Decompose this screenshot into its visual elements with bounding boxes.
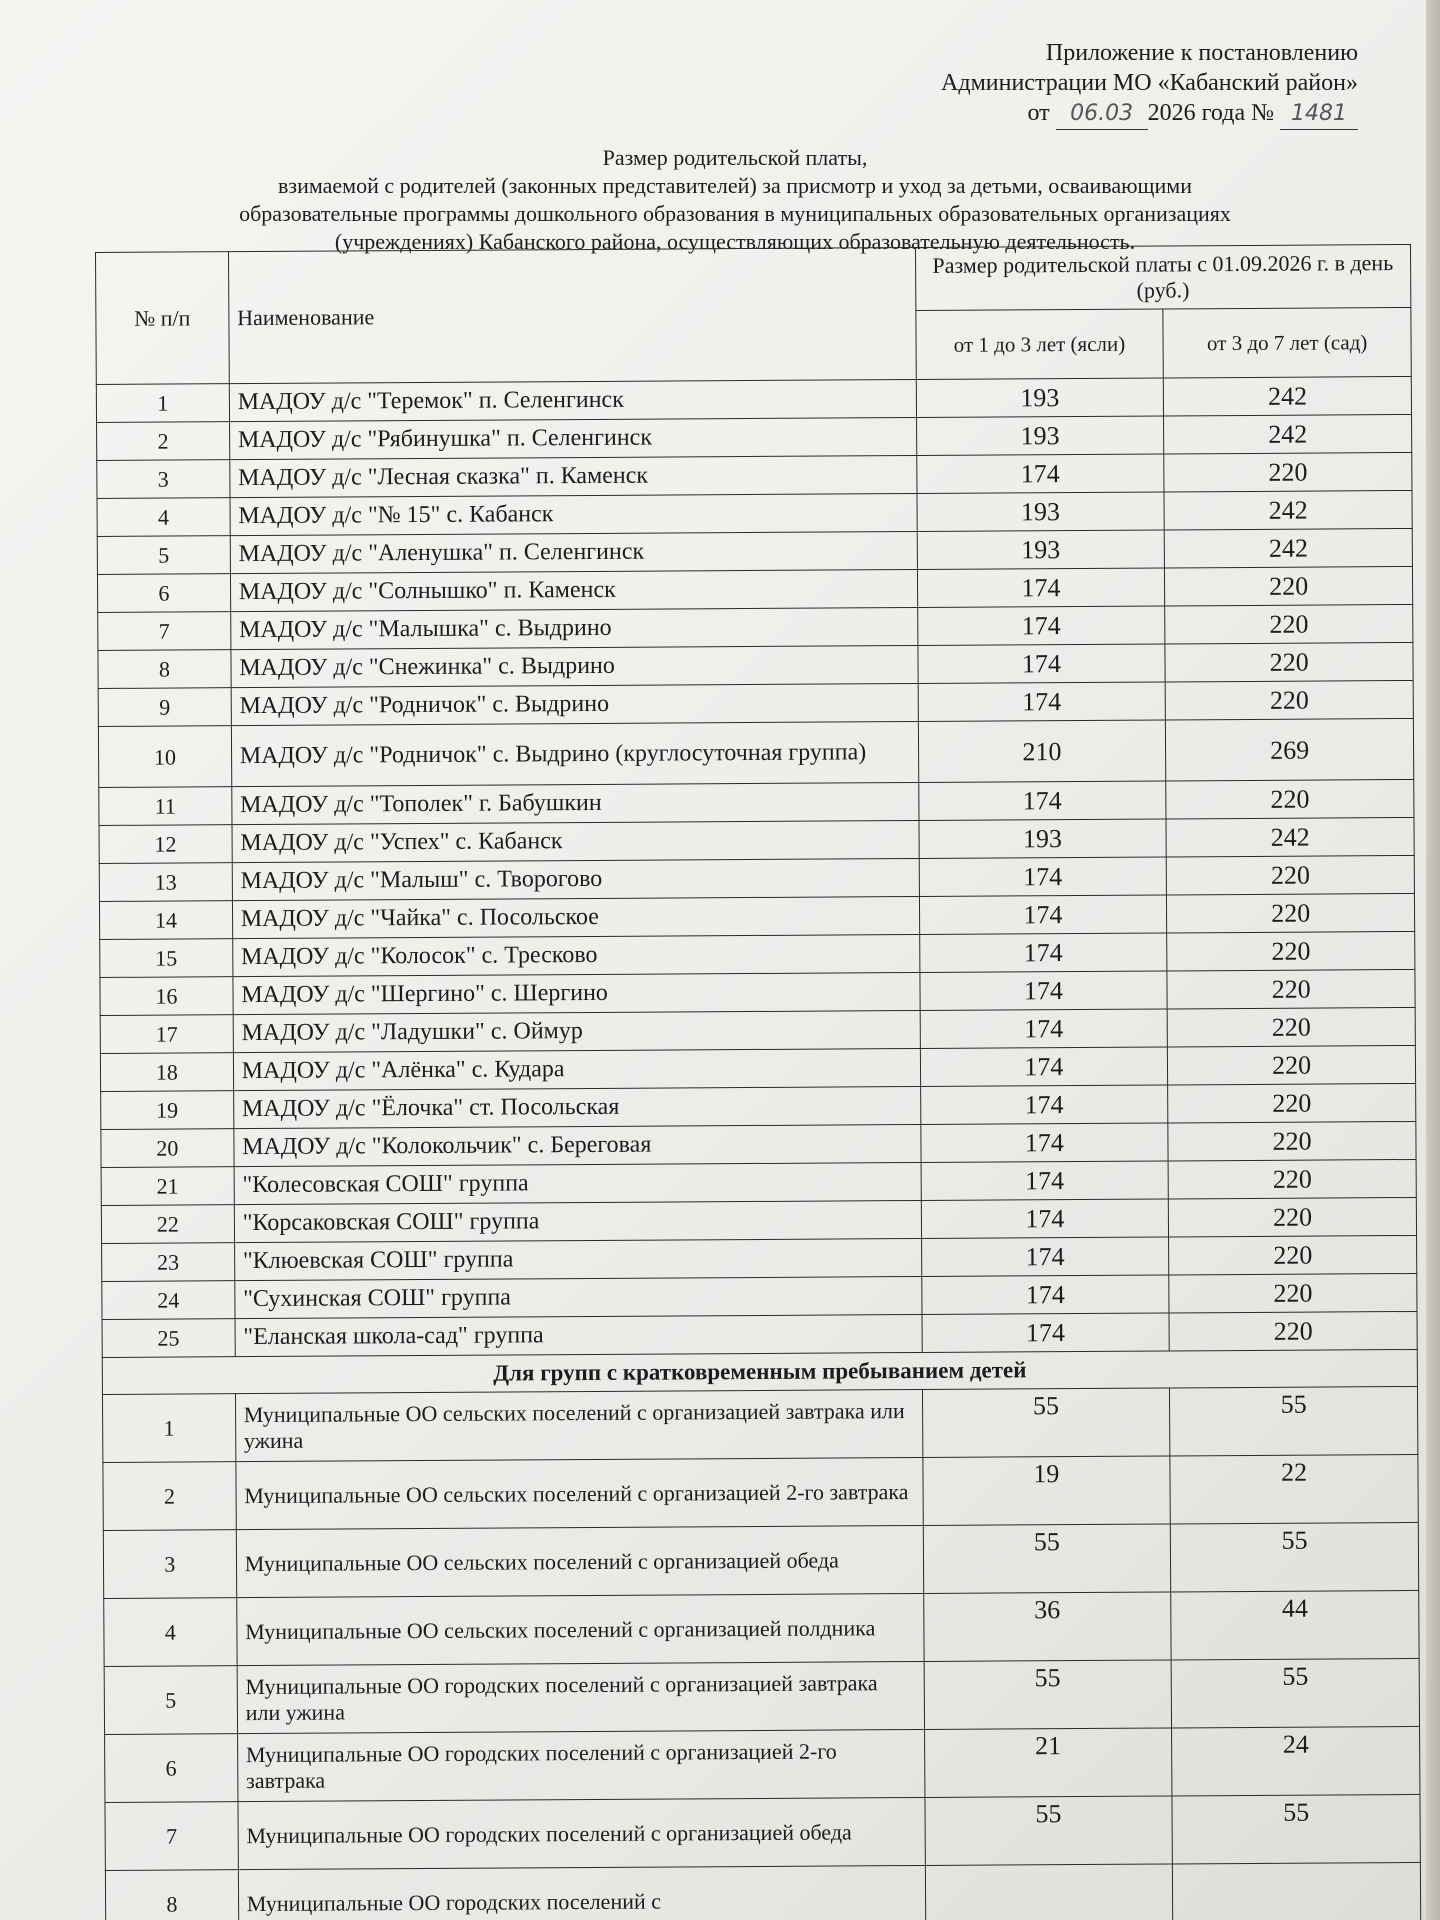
row-fee-nursery: 174 <box>920 1085 1168 1125</box>
fees-table <box>95 244 1421 1920</box>
row-name: Муниципальные ОО городских поселений с организацией 2-го завтрака <box>237 1729 924 1801</box>
row-name: "Клюевская СОШ" группа <box>234 1238 921 1280</box>
row-fee-nursery: 174 <box>916 454 1164 494</box>
row-fee-nursery: 193 <box>919 819 1167 859</box>
row-name: Муниципальные ОО сельских поселений с организацией 2-го завтрака <box>236 1457 923 1529</box>
row-fee-garden: 220 <box>1168 1083 1416 1123</box>
row-fee-garden: 269 <box>1166 718 1414 781</box>
row-number: 21 <box>101 1167 234 1206</box>
row-fee-nursery <box>925 1864 1173 1920</box>
row-fee-nursery: 174 <box>921 1237 1169 1277</box>
row-fee-nursery: 36 <box>923 1592 1171 1662</box>
row-number: 22 <box>101 1205 234 1244</box>
row-fee-garden: 220 <box>1169 1235 1417 1275</box>
short-stay-row <box>105 1862 1420 1920</box>
short-stay-row <box>102 1386 1417 1462</box>
row-fee-garden: 242 <box>1164 528 1412 568</box>
row-number: 19 <box>101 1091 234 1130</box>
row-fee-nursery: 174 <box>917 568 1165 608</box>
row-fee-garden: 220 <box>1165 680 1413 720</box>
row-name: МАДОУ д/с "Рябинушка" п. Селенгинск <box>229 417 916 459</box>
row-name: Муниципальные ОО сельских поселений с организацией полдника <box>236 1593 923 1665</box>
row-fee-garden: 55 <box>1171 1522 1419 1592</box>
row-number: 6 <box>97 574 230 613</box>
row-name: МАДОУ д/с "Теремок" п. Селенгинск <box>229 379 916 421</box>
row-fee-nursery: 174 <box>919 971 1167 1011</box>
row-number: 12 <box>99 825 232 864</box>
row-fee-nursery: 55 <box>924 1796 1172 1866</box>
row-name: Муниципальные ОО городских поселений с <box>238 1865 925 1920</box>
row-name: МАДОУ д/с "Малышка" с. Выдрино <box>230 607 917 649</box>
table-row <box>98 718 1413 787</box>
row-fee-garden: 242 <box>1166 817 1414 857</box>
row-fee-garden: 44 <box>1171 1590 1419 1660</box>
row-number: 5 <box>97 536 230 575</box>
row-number: 6 <box>105 1734 238 1803</box>
row-name: МАДОУ д/с "Солнышко" п. Каменск <box>230 569 917 611</box>
title-line-4: (учреждениях) Кабанского района, осуществляющих образовательную деятельность. <box>334 229 1136 254</box>
row-fee-nursery: 174 <box>918 781 1166 821</box>
row-number: 8 <box>98 650 231 689</box>
row-fee-nursery: 193 <box>916 416 1164 456</box>
row-fee-garden: 220 <box>1167 931 1415 971</box>
row-number: 1 <box>102 1394 235 1463</box>
row-number: 13 <box>99 863 232 902</box>
header-line-1: Приложение к постановлению <box>1045 40 1358 66</box>
row-fee-nursery: 174 <box>917 606 1165 646</box>
header-num: № п/п <box>96 252 230 385</box>
row-name: МАДОУ д/с "Колосок" с. Тресково <box>232 934 919 976</box>
row-name: Муниципальные ОО сельских поселений с организацией завтрака или ужина <box>235 1389 922 1461</box>
row-fee-garden: 220 <box>1169 1311 1417 1351</box>
row-fee-garden: 55 <box>1172 1794 1420 1864</box>
row-name: "Еланская школа-сад" группа <box>235 1314 922 1356</box>
header-from-prefix: от <box>1027 100 1050 126</box>
row-number: 5 <box>104 1666 237 1735</box>
row-fee-nursery: 193 <box>917 492 1165 532</box>
row-number: 23 <box>102 1243 235 1282</box>
short-stay-row <box>104 1658 1419 1734</box>
row-name: МАДОУ д/с "Колокольчик" с. Береговая <box>234 1124 921 1166</box>
row-number: 25 <box>102 1319 235 1358</box>
row-number: 18 <box>100 1053 233 1092</box>
row-number: 15 <box>100 939 233 978</box>
row-fee-garden: 242 <box>1164 376 1412 416</box>
row-number: 3 <box>97 460 230 499</box>
header-line-3 <box>941 98 1358 130</box>
row-fee-garden: 220 <box>1167 969 1415 1009</box>
row-fee-garden <box>1173 1862 1421 1920</box>
row-number: 24 <box>102 1281 235 1320</box>
row-fee-garden: 220 <box>1167 1007 1415 1047</box>
page-edge-shadow <box>1426 0 1440 1920</box>
header-garden: от 3 до 7 лет (сад) <box>1163 307 1411 378</box>
short-stay-row <box>103 1454 1418 1530</box>
row-name: МАДОУ д/с "Ёлочка" ст. Посольская <box>233 1086 920 1128</box>
row-number: 11 <box>99 787 232 826</box>
row-name: МАДОУ д/с "Родничок" с. Выдрино <box>231 683 918 725</box>
title-line-2: взимаемой с родителей (законных представителей) за присмотр и уход за детьми, осваивающими <box>278 173 1192 198</box>
table-body <box>96 376 1420 1920</box>
row-fee-nursery: 55 <box>923 1524 1171 1594</box>
row-name: МАДОУ д/с "Лесная сказка" п. Каменск <box>230 455 917 497</box>
row-fee-garden: 220 <box>1168 1045 1416 1085</box>
row-number: 9 <box>98 688 231 727</box>
row-number: 3 <box>103 1530 236 1599</box>
short-stay-row <box>103 1522 1418 1598</box>
row-name: МАДОУ д/с "Тополек" г. Бабушкин <box>232 782 919 824</box>
row-fee-garden: 220 <box>1169 1197 1417 1237</box>
row-fee-nursery: 174 <box>919 933 1167 973</box>
table-header-row <box>96 244 1411 315</box>
row-fee-nursery: 193 <box>917 530 1165 570</box>
row-fee-garden: 220 <box>1165 604 1413 644</box>
header-fee: Размер родительской платы с 01.09.2026 г. в день (руб.) <box>915 244 1411 310</box>
row-fee-nursery: 210 <box>918 720 1166 783</box>
row-name: МАДОУ д/с "Снежинка" с. Выдрино <box>231 645 918 687</box>
row-name: "Сухинская СОШ" группа <box>235 1276 922 1318</box>
row-number: 7 <box>105 1802 238 1871</box>
row-fee-garden: 220 <box>1165 566 1413 606</box>
row-fee-garden: 220 <box>1166 855 1414 895</box>
row-number: 20 <box>101 1129 234 1168</box>
row-name: Муниципальные ОО сельских поселений с организацией обеда <box>236 1525 923 1597</box>
row-fee-nursery: 19 <box>922 1456 1170 1526</box>
row-number: 4 <box>97 498 230 537</box>
row-fee-garden: 220 <box>1169 1273 1417 1313</box>
short-stay-row <box>104 1590 1419 1666</box>
row-fee-garden: 22 <box>1170 1454 1418 1524</box>
row-number: 2 <box>97 422 230 461</box>
row-name: Муниципальные ОО городских поселений с организацией обеда <box>238 1797 925 1869</box>
row-fee-garden: 24 <box>1172 1726 1420 1796</box>
row-fee-nursery: 174 <box>922 1313 1170 1353</box>
row-name: МАДОУ д/с "Ладушки" с. Оймур <box>233 1010 920 1052</box>
row-name: Муниципальные ОО городских поселений с организацией завтрака или ужина <box>237 1661 924 1733</box>
row-fee-nursery: 174 <box>921 1275 1169 1315</box>
row-number: 4 <box>104 1598 237 1667</box>
row-number: 7 <box>98 612 231 651</box>
row-fee-garden: 55 <box>1171 1658 1419 1728</box>
row-name: МАДОУ д/с "Алёнка" с. Кудара <box>233 1048 920 1090</box>
row-fee-nursery: 193 <box>916 378 1164 418</box>
row-number: 2 <box>103 1462 236 1531</box>
row-number: 16 <box>100 977 233 1016</box>
row-name: "Корсаковская СОШ" группа <box>234 1200 921 1242</box>
row-fee-nursery: 174 <box>920 1009 1168 1049</box>
section-title: Для групп с кратковременным пребыванием детей <box>102 1349 1417 1394</box>
row-name: МАДОУ д/с "Малыш" с. Творогово <box>232 858 919 900</box>
row-name: МАДОУ д/с "Успех" с. Кабанск <box>232 820 919 862</box>
row-name: МАДОУ д/с "Шергино" с. Шергино <box>233 972 920 1014</box>
row-number: 8 <box>105 1870 238 1920</box>
document-title <box>130 144 1340 256</box>
row-fee-nursery: 174 <box>919 895 1167 935</box>
handwritten-number: 1481 <box>1280 99 1358 130</box>
row-fee-nursery: 174 <box>921 1161 1169 1201</box>
row-fee-garden: 55 <box>1170 1386 1418 1456</box>
document-header <box>941 38 1358 130</box>
row-fee-garden: 220 <box>1168 1159 1416 1199</box>
row-fee-nursery: 55 <box>922 1388 1170 1458</box>
row-fee-garden: 242 <box>1164 490 1412 530</box>
row-name: МАДОУ д/с "Родничок" с. Выдрино (круглосуточная группа) <box>231 721 918 786</box>
row-fee-garden: 220 <box>1166 779 1414 819</box>
row-name: МАДОУ д/с "№ 15" с. Кабанск <box>230 493 917 535</box>
short-stay-row <box>105 1726 1420 1802</box>
header-line-2: Администрации МО «Кабанский район» <box>941 70 1358 96</box>
row-fee-nursery: 21 <box>924 1728 1172 1798</box>
header-year-text: 2026 года № <box>1147 100 1274 126</box>
row-fee-garden: 220 <box>1165 642 1413 682</box>
row-fee-nursery: 174 <box>920 1123 1168 1163</box>
row-name: "Колесовская СОШ" группа <box>234 1162 921 1204</box>
title-line-3: образовательные программы дошкольного образования в муниципальных образовательных организациях <box>239 201 1231 226</box>
row-fee-nursery: 174 <box>918 682 1166 722</box>
short-stay-row <box>105 1794 1420 1870</box>
row-fee-garden: 242 <box>1164 414 1412 454</box>
row-name: МАДОУ д/с "Чайка" с. Посольское <box>232 896 919 938</box>
row-fee-nursery: 174 <box>917 644 1165 684</box>
title-line-1: Размер родительской платы, <box>602 145 868 170</box>
row-fee-garden: 220 <box>1168 1121 1416 1161</box>
row-fee-garden: 220 <box>1164 452 1412 492</box>
row-name: МАДОУ д/с "Аленушка" п. Селенгинск <box>230 531 917 573</box>
header-name: Наименование <box>228 247 916 383</box>
row-fee-nursery: 174 <box>920 1047 1168 1087</box>
header-nursery: от 1 до 3 лет (ясли) <box>915 309 1163 380</box>
handwritten-date: 06.03 <box>1056 99 1148 130</box>
row-fee-nursery: 174 <box>921 1199 1169 1239</box>
row-fee-nursery: 55 <box>924 1660 1172 1730</box>
row-fee-garden: 220 <box>1167 893 1415 933</box>
row-number: 10 <box>98 726 231 788</box>
row-number: 17 <box>100 1015 233 1054</box>
row-number: 1 <box>96 384 229 423</box>
row-fee-nursery: 174 <box>919 857 1167 897</box>
row-number: 14 <box>99 901 232 940</box>
